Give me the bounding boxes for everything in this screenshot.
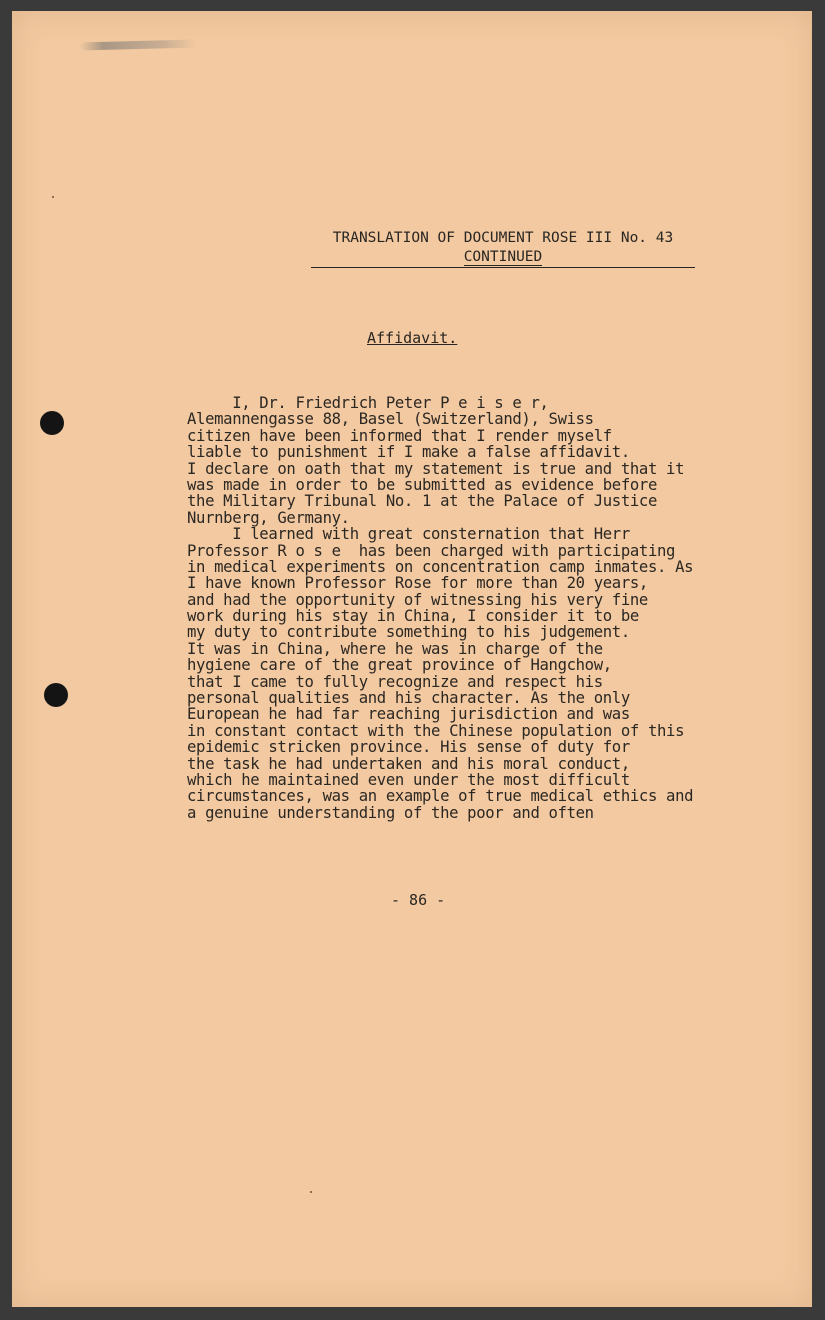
body-line: circumstances, was an example of true medical ethics and <box>187 787 694 806</box>
body-line: in constant contact with the Chinese population of this <box>187 721 685 740</box>
body-line: Nurnberg, Germany. <box>187 508 350 527</box>
body-line: epidemic stricken province. His sense of duty for <box>187 738 630 757</box>
paper-speck <box>310 1191 312 1193</box>
body-line: that I came to fully recognize and respect his <box>187 672 603 691</box>
document-header <box>308 229 698 268</box>
body-line: work during his stay in China, I consider it to be <box>187 607 639 626</box>
header-continued-text: CONTINUED <box>463 249 543 265</box>
page-number: - 86 - <box>391 891 446 909</box>
punch-hole-top <box>40 411 64 435</box>
body-line: I have known Professor Rose for more than 20 years, <box>187 574 648 593</box>
header-title: TRANSLATION OF DOCUMENT ROSE III No. 43 <box>332 230 674 246</box>
body-line: citizen have been informed that I render myself <box>187 426 612 445</box>
body-line: I declare on oath that my statement is true and that it <box>187 459 685 478</box>
header-continued <box>311 248 695 268</box>
body-line: European he had far reaching jurisdiction and was <box>187 705 630 724</box>
affidavit-body <box>187 395 787 821</box>
body-line: the Military Tribunal No. 1 at the Palace of Justice <box>187 492 657 511</box>
body-line: my duty to contribute something to his judgement. <box>187 623 630 642</box>
body-line: in medical experiments on concentration camp inmates. As <box>187 557 694 576</box>
body-line: which he maintained even under the most difficult <box>187 770 630 789</box>
document-page <box>12 11 812 1307</box>
body-line: personal qualities and his character. As the only <box>187 689 630 708</box>
body-line: I learned with great consternation that Herr <box>187 525 630 544</box>
body-line: was made in order to be submitted as evidence before <box>187 475 657 494</box>
body-line: It was in China, where he was in charge of the <box>187 639 603 658</box>
body-line: and had the opportunity of witnessing his very fine <box>187 590 648 609</box>
punch-hole-bottom <box>44 683 68 707</box>
body-line: I, Dr. Friedrich Peter P e i s e r, <box>187 394 549 412</box>
body-line: Alemannengasse 88, Basel (Switzerland), Swiss <box>187 410 594 429</box>
body-line: hygiene care of the great province of Hangchow, <box>187 656 612 675</box>
body-line: liable to punishment if I make a false affidavit. <box>187 443 630 462</box>
paper-speck <box>52 196 54 198</box>
pencil-smudge <box>80 39 196 50</box>
body-line: Professor R o s e has been charged with participating <box>187 541 676 560</box>
body-line: a genuine understanding of the poor and often <box>187 803 594 822</box>
affidavit-heading: Affidavit. <box>367 329 458 347</box>
body-line: the task he had undertaken and his moral conduct, <box>187 754 630 773</box>
